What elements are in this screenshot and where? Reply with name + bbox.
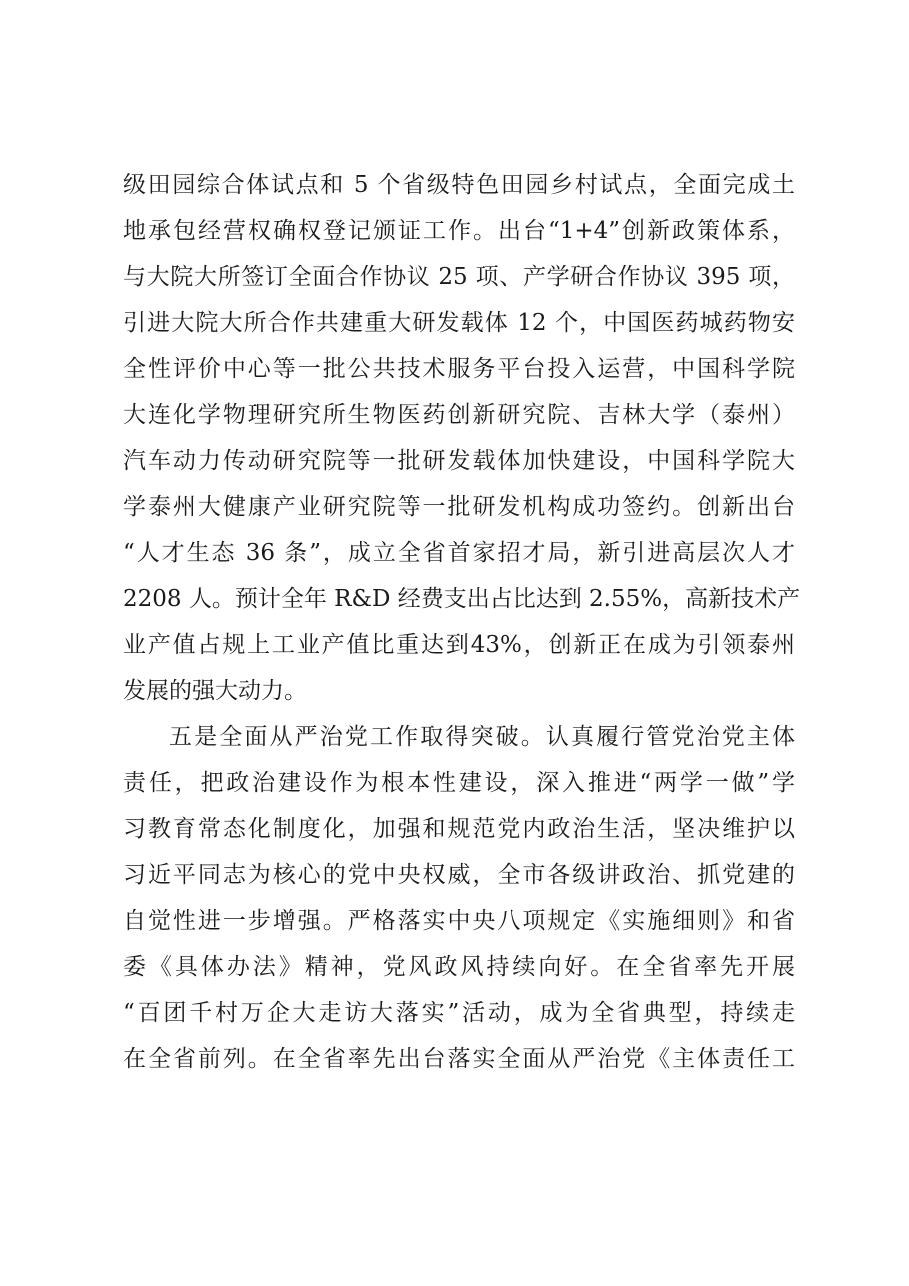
text-line: 大连化学物理研究所生物医药创新研究院、吉林大学（泰州）: [123, 402, 795, 428]
text-line: 引进大院大所合作共建重大研发载体 12 个，中国医药城药物安: [123, 310, 795, 336]
text-line: 习教育常态化制度化，加强和规范党内政治生活，坚决维护以: [123, 816, 795, 842]
text-line: 在全省前列。在全省率先出台落实全面从严治党《主体责任工: [123, 1046, 795, 1072]
text-line: 与大院大所签订全面合作协议 25 项、产学研合作协议 395 项，: [123, 264, 795, 290]
text-line: 习近平同志为核心的党中央权威，全市各级讲政治、抓党建的: [123, 862, 795, 888]
text-line: 地承包经营权确权登记颁证工作。出台“1+4”创新政策体系，: [123, 218, 795, 244]
text-line: 全性评价中心等一批公共技术服务平台投入运营，中国科学院: [123, 356, 795, 382]
paragraph-first-line: 五是全面从严治党工作取得突破。认真履行管党治党主体: [169, 724, 795, 750]
text-line: “人才生态 36 条”，成立全省首家招才局，新引进高层次人才: [123, 540, 795, 566]
text-line: 自觉性进一步增强。严格落实中央八项规定《实施细则》和省: [123, 908, 795, 934]
text-line: “百团千村万企大走访大落实”活动，成为全省典型，持续走: [123, 1000, 795, 1026]
text-line: 学泰州大健康产业研究院等一批研发机构成功签约。创新出台: [123, 494, 795, 520]
text-line: 汽车动力传动研究院等一批研发载体加快建设，中国科学院大: [123, 448, 795, 474]
text-line: 级田园综合体试点和 5 个省级特色田园乡村试点，全面完成土: [123, 172, 795, 198]
text-line: 业产值占规上工业产值比重达到43%，创新正在成为引领泰州: [123, 632, 795, 658]
text-line: 责任，把政治建设作为根本性建设，深入推进“两学一做”学: [123, 770, 795, 796]
text-line: 2208 人。预计全年 R&D 经费支出占比达到 2.55%，高新技术产: [123, 586, 801, 612]
text-line: 委《具体办法》精神，党风政风持续向好。在全省率先开展: [123, 954, 795, 980]
paragraph-end-line: 发展的强大动力。: [123, 678, 307, 704]
